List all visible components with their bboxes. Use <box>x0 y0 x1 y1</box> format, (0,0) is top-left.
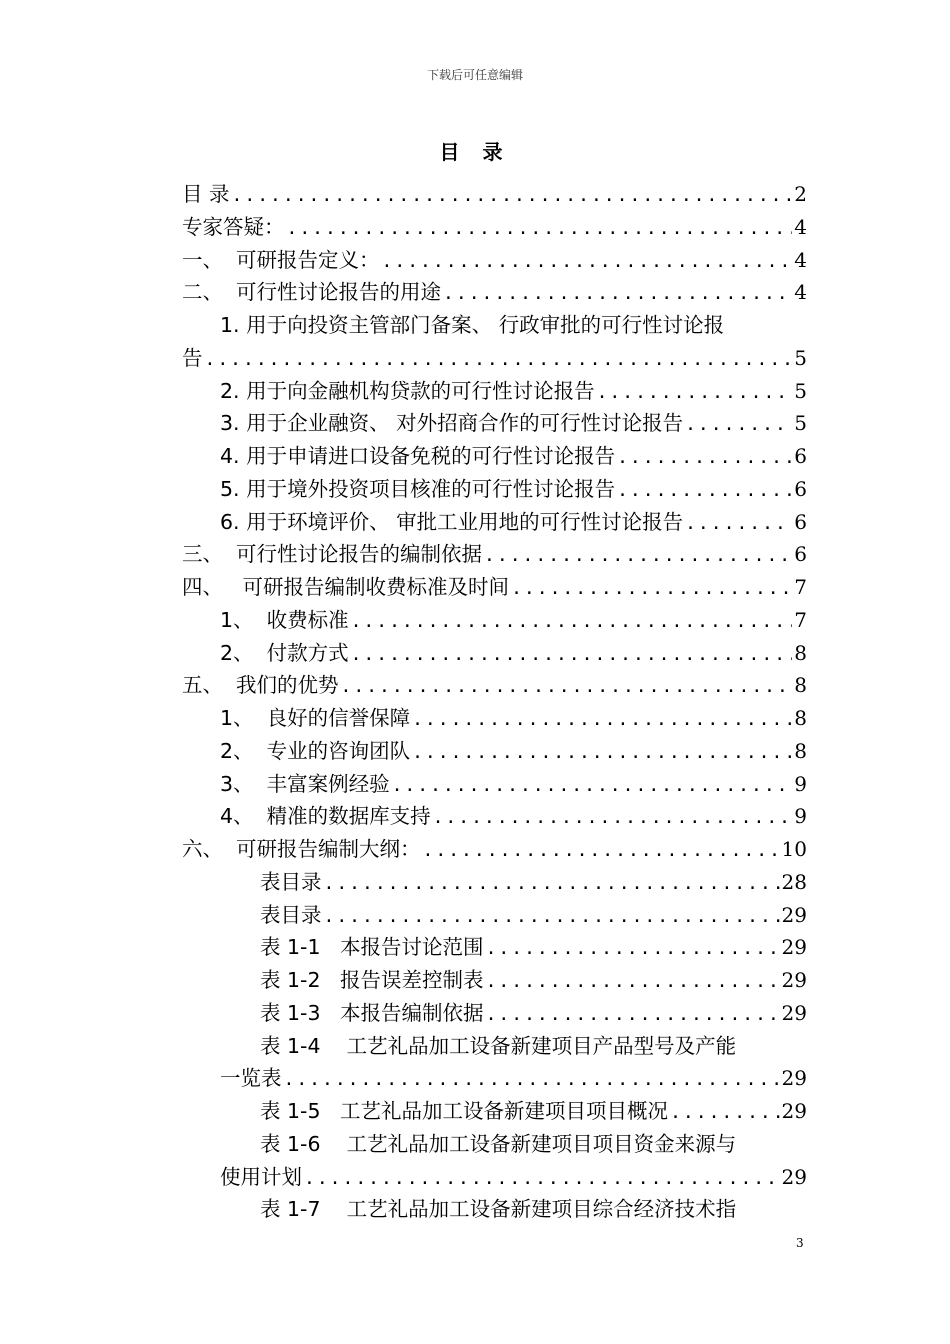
toc-entry[interactable]: 表 1-2 报告误差控制表 ..... 29 <box>182 964 807 997</box>
toc-entry[interactable]: 5. 用于境外投资项目核准的可行性讨论报告 ..... 6 <box>182 473 807 506</box>
toc-entry[interactable]: 表目录 ..... 29 <box>182 899 807 932</box>
toc-entry[interactable]: 3、 丰富案例经验 ..... 9 <box>182 768 807 801</box>
toc-entry[interactable]: 1、 良好的信誉保障 ..... 8 <box>182 702 807 735</box>
toc-entry[interactable]: 1、 收费标准 ..... 7 <box>182 604 807 637</box>
toc-entry-line2[interactable]: 一览表 ..... 29 <box>182 1062 807 1095</box>
toc-entry-line2[interactable]: 使用计划 ..... 29 <box>182 1161 807 1194</box>
toc-entry[interactable]: 四、 可研报告编制收费标准及时间 ..... 7 <box>182 571 807 604</box>
toc-entry[interactable]: 表 1-1 本报告讨论范围 ..... 29 <box>182 931 807 964</box>
toc-entry[interactable]: 五、 我们的优势 ..... 8 <box>182 669 807 702</box>
toc-entry-line1[interactable]: 表 1-6 工艺礼品加工设备新建项目项目资金来源与 <box>260 1131 737 1156</box>
toc-entry-line1[interactable]: 表 1-7 工艺礼品加工设备新建项目综合经济技术指 <box>260 1197 737 1222</box>
toc-entry-line1[interactable]: 1. 用于向投资主管部门备案、 行政审批的可行性讨论报 <box>220 313 725 337</box>
toc-entry[interactable]: 表目录 ..... 28 <box>182 866 807 899</box>
toc-entry[interactable]: 2、 专业的咨询团队 ..... 8 <box>182 735 807 768</box>
toc-entry[interactable]: 目 录 ..... 2 <box>182 178 807 211</box>
toc-entry[interactable]: 6. 用于环境评价、 审批工业用地的可行性讨论报告 ..... 6 <box>182 506 807 539</box>
toc-entry[interactable]: 2、 付款方式 ..... 8 <box>182 637 807 670</box>
toc-entry[interactable]: 六、 可研报告编制大纲： ..... 10 <box>182 833 807 866</box>
page-number: 3 <box>796 1236 804 1250</box>
toc-entry-line2[interactable]: 告 ..... 5 <box>182 342 807 375</box>
header-note: 下载后可任意编辑 <box>426 68 523 82</box>
toc-entry[interactable]: 一、 可研报告定义： ..... 4 <box>182 244 807 277</box>
toc-entry[interactable]: 表 1-5 工艺礼品加工设备新建项目项目概况 ..... 29 <box>182 1095 807 1128</box>
toc-entry[interactable]: 4、 精准的数据库支持 ..... 9 <box>182 800 807 833</box>
toc-entry[interactable]: 4. 用于申请进口设备免税的可行性讨论报告 ..... 6 <box>182 440 807 473</box>
toc-title: 目 录 <box>439 140 511 164</box>
toc-entry[interactable]: 专家答疑： ..... 4 <box>182 211 807 244</box>
toc-entry[interactable]: 3. 用于企业融资、 对外招商合作的可行性讨论报告 ..... 5 <box>182 407 807 440</box>
toc-entry-line1[interactable]: 表 1-4 工艺礼品加工设备新建项目产品型号及产能 <box>260 1033 737 1058</box>
toc-entry[interactable]: 三、 可行性讨论报告的编制依据 ..... 6 <box>182 538 807 571</box>
toc-entry[interactable]: 二、 可行性讨论报告的用途 ..... 4 <box>182 276 807 309</box>
toc-entry[interactable]: 表 1-3 本报告编制依据 ..... 29 <box>182 997 807 1030</box>
toc-entry[interactable]: 2. 用于向金融机构贷款的可行性讨论报告 ..... 5 <box>182 375 807 408</box>
table-of-contents <box>182 178 807 1226</box>
